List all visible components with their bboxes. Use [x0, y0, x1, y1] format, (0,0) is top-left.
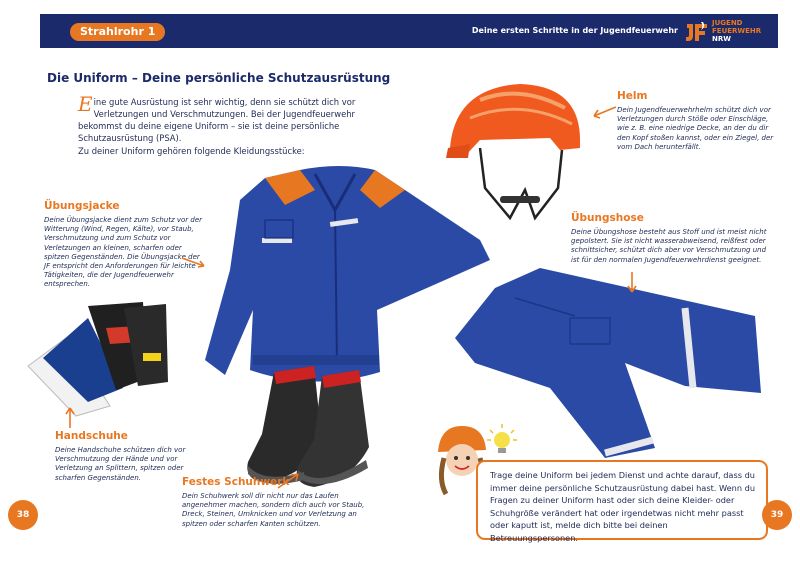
gloves-image	[28, 298, 178, 416]
section-text-handschuhe: Deine Handschuhe schützen dich vor Verschmutzung der Hände und vor Verletzung an Splittern, spitzen oder scharfen Gegenständen.	[55, 446, 186, 482]
page-number-left: 38	[8, 500, 38, 530]
jf-logo-icon	[684, 20, 710, 44]
intro-paragraph	[78, 92, 383, 144]
arrow-jacke-icon	[180, 254, 210, 270]
section-title-hose: Übungshose	[571, 212, 644, 224]
arrow-helm-icon	[588, 104, 618, 120]
drop-cap: E	[78, 92, 93, 116]
boots-image	[244, 362, 389, 492]
logo-line-3: NRW	[712, 35, 731, 43]
arrow-schuhwerk-icon	[276, 470, 302, 490]
section-title-schuhwerk: Festes Schuhwerk	[182, 476, 290, 488]
logo-line-1: JUGEND	[712, 19, 743, 27]
section-title-jacke: Übungsjacke	[44, 200, 120, 212]
page-title: Die Uniform – Deine persönliche Schutzausrüstung	[47, 71, 391, 85]
logo-line-2: FEUERWEHR	[712, 27, 762, 35]
section-text-schuhwerk: Dein Schuhwerk soll dir nicht nur das Laufen angenehmer machen, sondern dich auch vor Staub, Dreck, Steinen, Umknicken und vor Verletzung an spitzen oder scharfen Kanten schützen.	[182, 492, 365, 528]
section-title-handschuhe: Handschuhe	[55, 430, 128, 442]
helmet-image	[440, 78, 590, 228]
page-number-right: 39	[762, 500, 792, 530]
arrow-hose-icon	[624, 270, 640, 296]
logo-jugendfeuerwehr	[682, 17, 770, 47]
section-text-jacke: Deine Übungsjacke dient zum Schutz vor der Witterung (Wind, Regen, Kälte), vor Staub, Verschmutzung und zum Schutz vor Verletzungen an kleinen, scharfen oder spitzen Gegenständen. Die Übungsjacke der JF entspricht den Anforderungen für leichte Tätigkeiten, die der Jugendfeuerwehr entsprechen.	[44, 216, 203, 289]
header-title: Deine ersten Schritte in der Jugendfeuerwehr	[471, 26, 678, 35]
arrow-handschuhe-icon	[62, 404, 78, 430]
section-text-helm: Dein Jugendfeuerwehrhelm schützt dich vor Verletzungen durch Stöße oder Einschläge, wie z. B. eine niedrige Decke, an der du dir den Kopf stoßen kannst, oder ein Ziegel, der vom Dach herunterfällt.	[617, 106, 774, 151]
header-band	[40, 14, 778, 48]
list-intro: Zu deiner Uniform gehören folgende Kleidungsstücke:	[78, 146, 305, 156]
section-text-hose: Deine Übungshose besteht aus Stoff und ist meist nicht gepolstert. Sie ist nicht wasserabweisend, reißfest oder schnittsicher, schützt dich aber vor Verschmutzung und ist für den normalen Jugendfeuerwehrdienst geeignet.	[571, 228, 767, 264]
chapter-badge: Strahlrohr 1	[70, 23, 165, 41]
section-title-helm: Helm	[617, 90, 648, 102]
tip-box: Trage deine Uniform bei jedem Dienst und achte darauf, dass du immer deine persönliche Schutzausrüstung dabei hast. Wenn du Fragen zu deiner Uniform hast oder sich deine Kleider- oder Schuhgröße verändert hat oder irgendetwas nicht mehr passt oder kaputt ist, melde dich bitte bei deinen Betreuungspersonen.	[476, 460, 768, 540]
intro-text: ine gute Ausrüstung ist sehr wichtig, denn sie schützt dich vor Verletzungen und Verschmutzungen. Bei der Jugendfeuerwehr bekommst du deine eigene Uniform – sie ist deine persönliche Schutzausrüstung (PSA).	[78, 97, 356, 143]
